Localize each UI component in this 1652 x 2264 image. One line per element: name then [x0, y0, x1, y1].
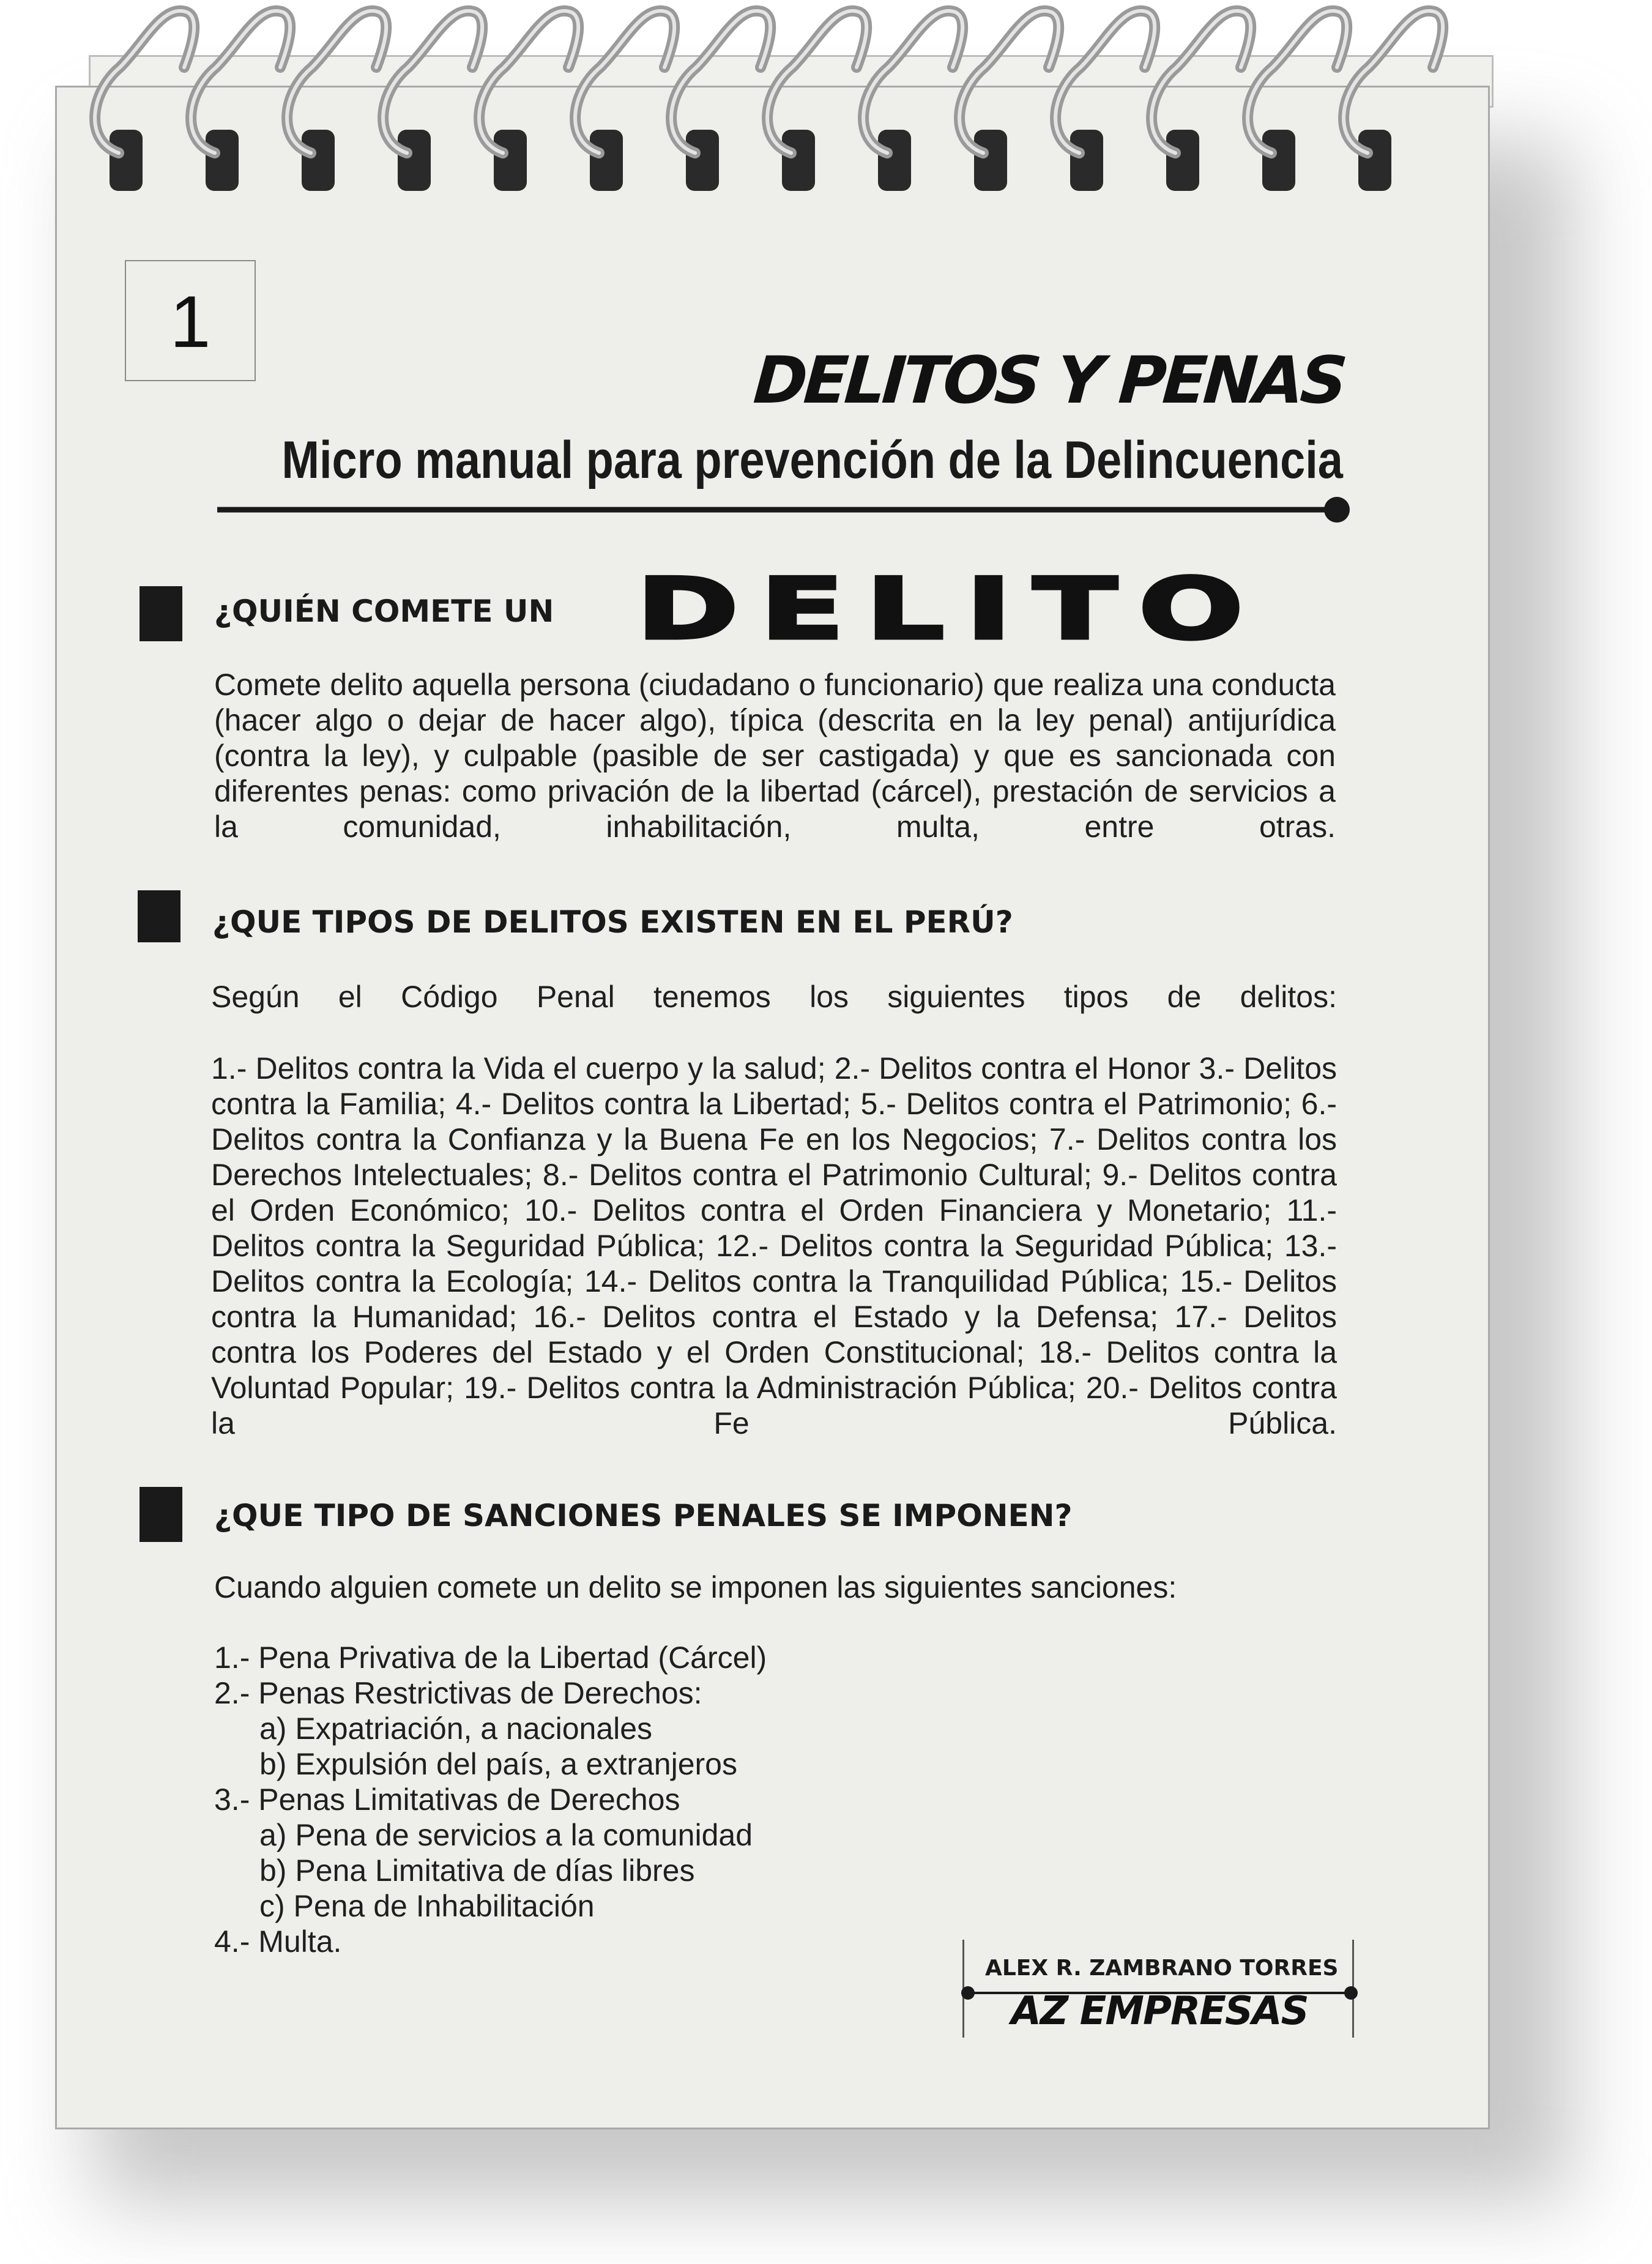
- binding-hole: [974, 130, 1007, 191]
- section-heading-who: ¿QUIÉN COMETE UN: [214, 594, 554, 629]
- section-bullet: [138, 890, 180, 942]
- section-bullet: [140, 586, 182, 641]
- page-subtitle: Micro manual para prevención de la Delincuencia: [281, 431, 1343, 490]
- section-bullet: [140, 1487, 182, 1542]
- list-item: 2.- Penas Restrictivas de Derechos:: [214, 1676, 702, 1710]
- list-item: c) Pena de Inhabilitación: [259, 1889, 595, 1923]
- binding-ring: [479, 11, 578, 153]
- binding-ring: [1248, 11, 1347, 153]
- author-signature: [951, 1934, 1367, 2038]
- binding-ring: [287, 11, 386, 153]
- paragraph-definition: Comete delito aquella persona (ciudadano o funcionario) que realiza una conducta (hacer algo o dejar de hacer algo), típica (descrita en la ley penal) antijurídica (contra la ley), y culpable (pasible de ser castigada) y que es sancionada con diferentes penas: como privación de la libertad (cárcel), prestación de servicios a la comunidad, inhabilitación, multa, entre otras.: [214, 668, 1336, 844]
- binding-hole: [1358, 130, 1391, 191]
- binding-hole: [206, 130, 239, 191]
- binding-hole: [590, 130, 623, 191]
- section-heading-types: ¿QUE TIPOS DE DELITOS EXISTEN EN EL PERÚ?: [212, 904, 1013, 940]
- binding-hole: [398, 130, 431, 191]
- binding-ring: [1344, 11, 1443, 153]
- binding-ring: [1152, 11, 1251, 153]
- section-heading-sanctions: ¿QUE TIPO DE SANCIONES PENALES SE IMPONEN?: [214, 1498, 1073, 1533]
- types-intro: Según el Código Penal tenemos los siguientes tipos de delitos:: [211, 980, 1337, 1014]
- binding-ring: [767, 11, 866, 153]
- binding-ring: [671, 11, 770, 153]
- binding-ring: [863, 11, 962, 153]
- binding-hole: [110, 130, 143, 191]
- types-list: 1.- Delitos contra la Vida el cuerpo y la salud; 2.- Delitos contra el Honor 3.- Delitos contra la Familia; 4.- Delitos contra la Libertad; 5.- Delitos contra el Patrimonio; 6.- Delitos contra la Confianza y la Buena Fe en los Negocios; 7.- Delitos contra los Derechos Intelectuales; 8.- Delitos contra el Patrimonio Cultural; 9.- Delitos contra el Orden Económico; 10.- Delitos contra el Orden Financiera y Monetario; 11.- Delitos contra la Seguridad Pública; 12.- Delitos contra la Seguridad Pública; 13.- Delitos contra la Ecología; 14.- Delitos contra la Tranquilidad Pública; 15.- Delitos contra la Humanidad; 16.- Delitos contra el Estado y la Defensa; 17.- Delitos contra los Poderes del Estado y el Orden Constitucional; 18.- Delitos contra la Voluntad Popular; 19.- Delitos contra la Administración Pública; 20.- Delitos contra la Fe Pública.: [211, 1051, 1337, 1440]
- binding-hole: [878, 130, 911, 191]
- company-brand: AZ EMPRESAS: [1011, 1989, 1308, 2034]
- binding-ring: [575, 11, 674, 153]
- binding-hole: [1262, 130, 1295, 191]
- binding-ring: [383, 11, 482, 153]
- list-item: b) Pena Limitativa de días libres: [259, 1853, 695, 1888]
- binding-hole: [302, 130, 335, 191]
- binding-hole: [1070, 130, 1103, 191]
- binding-hole: [686, 130, 719, 191]
- list-item: b) Expulsión del país, a extranjeros: [259, 1747, 737, 1781]
- author-name: ALEX R. ZAMBRANO TORRES: [985, 1956, 1339, 1981]
- binding-ring: [95, 11, 194, 153]
- binding-hole: [782, 130, 815, 191]
- page-number: 1: [125, 260, 256, 381]
- sanctions-list: [214, 1640, 767, 1959]
- title-underline: [217, 494, 1352, 525]
- binding-hole: [1166, 130, 1199, 191]
- list-item: a) Expatriación, a nacionales: [259, 1711, 653, 1746]
- delito-banner: DELITO: [636, 560, 1265, 658]
- binding-ring: [1055, 11, 1155, 153]
- page-title: DELITOS Y PENAS: [751, 343, 1347, 418]
- list-item: 3.- Penas Limitativas de Derechos: [214, 1782, 680, 1817]
- list-item: 1.- Pena Privativa de la Libertad (Cárcel): [214, 1640, 767, 1675]
- binding-hole: [494, 130, 527, 191]
- spiral-binding: [0, 0, 1652, 208]
- sanctions-intro: Cuando alguien comete un delito se imponen las siguientes sanciones:: [214, 1570, 1177, 1604]
- list-item: 4.- Multa.: [214, 1924, 342, 1959]
- binding-ring: [959, 11, 1059, 153]
- binding-ring: [191, 11, 290, 153]
- list-item: a) Pena de servicios a la comunidad: [259, 1818, 753, 1852]
